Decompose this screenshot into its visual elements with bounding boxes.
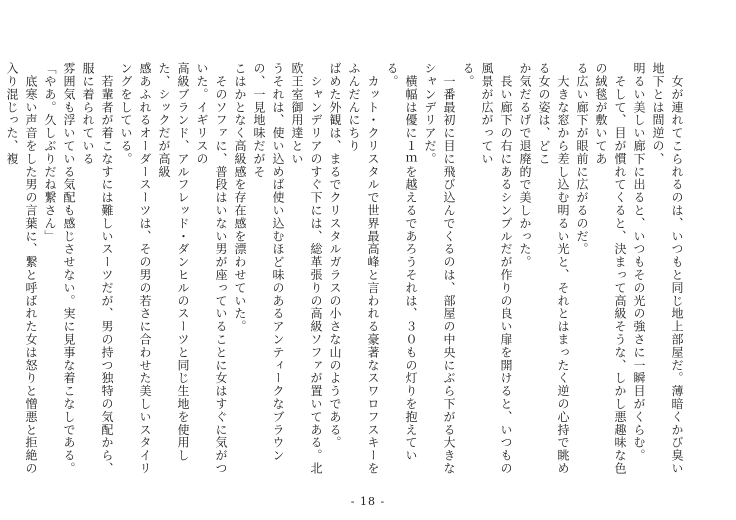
paragraph-line: か気だるげで退廃的で美しかった。 [518, 62, 532, 269]
paragraph-line: 高級ブランド、アルフレッド・ダンヒルのスーツと同じ生地を使用した、シックだが高級 [157, 62, 190, 462]
paragraph-line: そのソファに、普段はいない男が座っていることに女はすぐに気がついた。イギリスの [195, 62, 228, 475]
page-number: - 18 - [350, 495, 386, 508]
paragraph-line: 女が連れてこられるのは、いつもと同じ地上部屋だ。薄暗くかび臭い地下とは間逆の、 [651, 62, 684, 475]
paragraph-line: 感あふれるオーダースーツは、その男の若さに合わせた美しいスタイリングをしている。 [119, 62, 152, 475]
paragraph-line: 横幅は優に１ｍを越えるであろうそれは、３０もの灯りを抱えている。 [385, 62, 418, 462]
paragraph-line: 明るい美しい廊下に出ると、いつもその光の強さに一瞬目がくらむ。 [632, 62, 646, 462]
vertical-text-body [5, 62, 686, 484]
paragraph-line: 一番最初に目に飛び込んでくるのは、部屋の中央にぶら下がる大きなシャンデリアだ。 [423, 62, 456, 475]
paragraph-line: 雰囲気も浮いている気配も感じさせない。実に見事な着こなしである。 [62, 62, 76, 475]
paragraph-line: 大きな窓から差し込む明るい光と、それとはまったく逆の心持で眺める女の姿は、どこ [537, 62, 570, 475]
paragraph-line: 長い廊下の右にあるシンプルだが作りの良い扉を開けると、いつもの風景が広がってい [480, 62, 513, 475]
dialogue-line: 「やあ。久しぶりだね繋さん」 [43, 62, 57, 243]
paragraph-line: こはかとなく高級感を存在感を漂わせていた。 [233, 62, 247, 333]
paragraph-line: る。 [461, 62, 475, 88]
paragraph-line [0, 62, 2, 484]
paragraph-line: カット・クリスタルで世界最高峰と言われる豪著なスワロフスキーをふんだんにちり [347, 62, 380, 475]
paragraph-line: シャンデリアのすぐ下には、総革張りの高級ソファが置いてある。北欧王室御用達とい [290, 62, 323, 475]
paragraph-line: 底寒い声音をした男の言葉に、繋と呼ばれた女は怒りと憎悪と拒絶の入り混じった、複 [5, 62, 38, 475]
paragraph-line: ばめた外観は、まるでクリスタルガラスの小さな山のようである。 [328, 62, 342, 449]
paragraph-line: 若輩者が着こなすには難しいスーツだが、男の持つ独特の気配から、服に着られている [81, 62, 114, 475]
paragraph-line: そして、目が慣れてくると、決まって高級そうな、しかし悪趣味な色の絨毯が敷いてあ [594, 62, 627, 475]
paragraph-line: る広い廊下が眼前に広がるのだ。 [575, 62, 589, 256]
paragraph-line: うそれは、使い込めば使い込むほど味のあるアンティークなブラウンの、一見地味だがそ [252, 62, 285, 462]
